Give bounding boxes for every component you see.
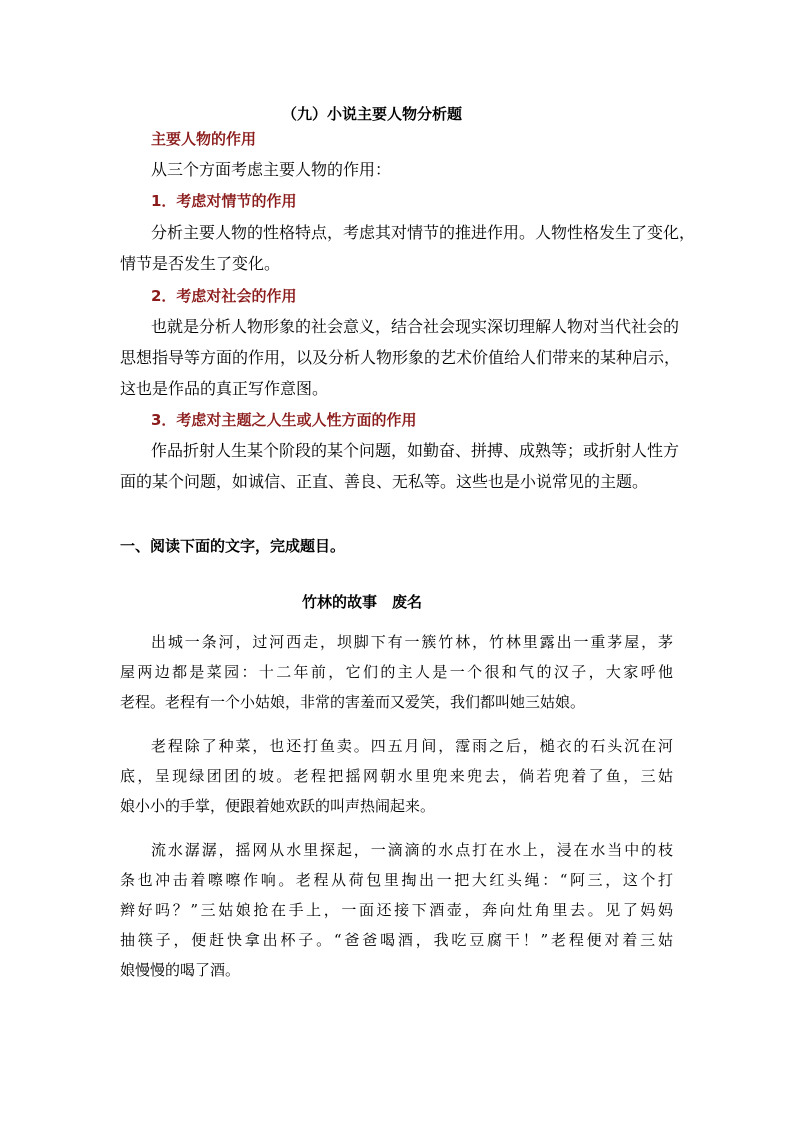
section-title: （九）小说主要人物分析题 bbox=[282, 105, 463, 123]
story-p3-line2: 条也冲击着嚓嚓作响。老程从荷包里掏出一把大红头绳：“阿三，这个打 bbox=[120, 871, 673, 889]
point3-line2: 面的某个问题，如诚信、正直、善良、无私等。这些也是小说常见的主题。 bbox=[120, 472, 649, 491]
point2-line1: 也就是分析人物形象的社会意义，结合社会现实深切理解人物对当代社会的 bbox=[151, 317, 680, 336]
story-p2-line2: 底，呈现绿团团的坡。老程把摇网朝水里兜来兜去，倘若兜着了鱼，三姑 bbox=[120, 767, 673, 785]
point2-line3: 这也是作品的真正写作意图。 bbox=[120, 379, 329, 398]
point1-line1: 分析主要人物的性格特点，考虑其对情节的推进作用。人物性格发生了变化， bbox=[151, 223, 696, 242]
story-p1-line1: 出城一条河，过河西走，坝脚下有一簇竹林，竹林里露出一重茅屋，茅 bbox=[151, 633, 673, 651]
story-p2-line1: 老程除了种菜，也还打鱼卖。四五月间，霪雨之后，槌衣的石头沉在河 bbox=[151, 737, 673, 755]
story-title: 竹林的故事 废名 bbox=[302, 593, 423, 611]
point1-line2: 情节是否发生了变化。 bbox=[120, 254, 281, 273]
point2-line2: 思想指导等方面的作用，以及分析人物形象的艺术价值给人们带来的某种启示， bbox=[120, 348, 681, 367]
story-p2-line3: 娘小小的手掌，便跟着她欢跃的叫声热闹起来。 bbox=[120, 797, 436, 815]
story-p3-line3: 辫好吗？”三姑娘抢在手上，一面还接下酒壶，奔向灶角里去。见了妈妈 bbox=[120, 901, 673, 919]
story-p1-line2: 屋两边都是菜园：十二年前，它们的主人是一个很和气的汉子，大家呼他 bbox=[120, 663, 673, 681]
story-p3-line1: 流水潺潺，摇网从水里探起，一滴滴的水点打在水上，浸在水当中的枝 bbox=[151, 841, 673, 859]
point3-line1: 作品折射人生某个阶段的某个问题，如勤奋、拼搏、成熟等；或折射人性方 bbox=[151, 441, 680, 460]
exercise-heading: 一、阅读下面的文字，完成题目。 bbox=[120, 537, 346, 555]
point1-title: 1．考虑对情节的作用 bbox=[151, 192, 297, 210]
story-p3-line4: 抽筷子，便赶快拿出杯子。“爸爸喝酒，我吃豆腐干！”老程便对着三姑 bbox=[120, 931, 673, 949]
point2-title: 2．考虑对社会的作用 bbox=[151, 287, 297, 305]
subheading: 主要人物的作用 bbox=[151, 130, 257, 148]
story-p1-line3: 老程。老程有一个小姑娘，非常的害羞而又爱笑，我们都叫她三姑娘。 bbox=[120, 693, 586, 711]
story-p3-line5: 娘慢慢的喝了酒。 bbox=[120, 961, 241, 979]
point3-title: 3．考虑对主题之人生或人性方面的作用 bbox=[151, 411, 417, 429]
intro-text: 从三个方面考虑主要人物的作用： bbox=[151, 160, 392, 179]
